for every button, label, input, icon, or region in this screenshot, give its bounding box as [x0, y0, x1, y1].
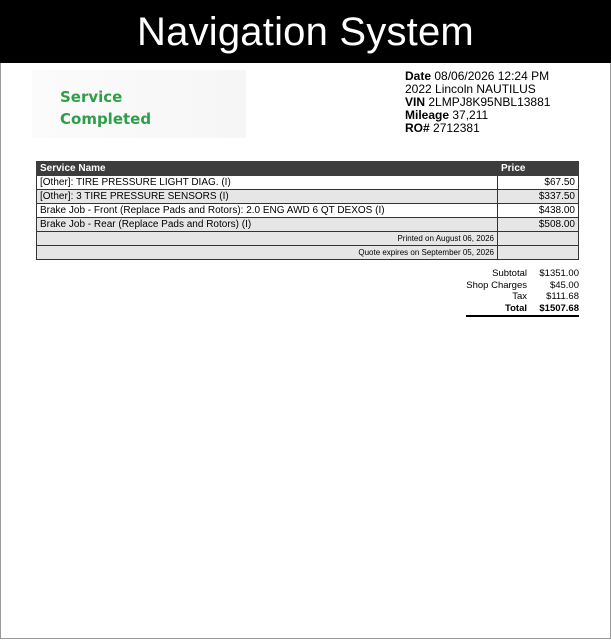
- price-cell: $337.50: [498, 190, 579, 204]
- total-value: $1507.68: [539, 302, 579, 314]
- price-cell: $67.50: [498, 176, 579, 190]
- vin-label: VIN: [405, 95, 426, 109]
- price-cell: $438.00: [498, 204, 579, 218]
- service-cell: [Other]: TIRE PRESSURE LIGHT DIAG. (I): [37, 176, 498, 190]
- service-cell: Brake Job - Front (Replace Pads and Rotors): 2.0 ENG AWD 6 QT DEXOS (I): [37, 204, 498, 218]
- date-value: 08/06/2026 12:24 PM: [434, 69, 550, 83]
- price-cell: $508.00: [498, 218, 579, 232]
- service-cell: [Other]: 3 TIRE PRESSURE SENSORS (I): [37, 190, 498, 204]
- service-cell: Brake Job - Rear (Replace Pads and Rotors) (I): [37, 218, 498, 232]
- table-row: [37, 218, 579, 232]
- subtotal-label: Subtotal: [492, 268, 527, 279]
- printed-note: Printed on August 06, 2026: [37, 232, 498, 246]
- shop-charges-label: Shop Charges: [466, 279, 527, 291]
- document-frame: [0, 63, 611, 639]
- ro-value: 2712381: [433, 121, 480, 135]
- logo-line-1: Service: [60, 88, 123, 106]
- empty-cell: [498, 232, 579, 246]
- empty-cell: [498, 246, 579, 260]
- expires-note: Quote expires on September 05, 2026: [37, 246, 498, 260]
- total-row: [466, 303, 579, 318]
- expires-note-row: [37, 246, 579, 260]
- service-completed-logo: [32, 70, 246, 138]
- tax-value: $111.68: [546, 291, 579, 302]
- vin-value: 2LMPJ8K95NBL13881: [428, 95, 551, 109]
- tax-label: Tax: [512, 291, 527, 302]
- service-table: [36, 161, 579, 260]
- price-header: Price: [498, 162, 579, 176]
- table-row: [37, 190, 579, 204]
- page-title: Navigation System: [137, 9, 474, 54]
- title-bar: [0, 0, 611, 63]
- tax-row: [466, 291, 579, 303]
- logo-line-2: Completed: [60, 110, 152, 128]
- totals-block: [466, 268, 579, 317]
- mileage-value: 37,211: [452, 108, 489, 122]
- subtotal-row: [466, 268, 579, 280]
- date-label: Date: [405, 69, 432, 83]
- ro-label: RO#: [405, 121, 430, 135]
- total-label: Total: [505, 302, 527, 314]
- subtotal-value: $1351.00: [539, 268, 579, 279]
- table-row: [37, 176, 579, 190]
- table-header-row: [37, 162, 579, 176]
- vehicle-info: [405, 70, 605, 135]
- table-row: [37, 204, 579, 218]
- vehicle-model: 2022 Lincoln NAUTILUS: [405, 82, 536, 96]
- mileage-label: Mileage: [405, 108, 450, 122]
- shop-charges-row: [466, 280, 579, 292]
- shop-charges-value: $45.00: [549, 279, 579, 291]
- service-name-header: Service Name: [37, 162, 498, 176]
- printed-note-row: [37, 232, 579, 246]
- ro-row: [405, 122, 605, 135]
